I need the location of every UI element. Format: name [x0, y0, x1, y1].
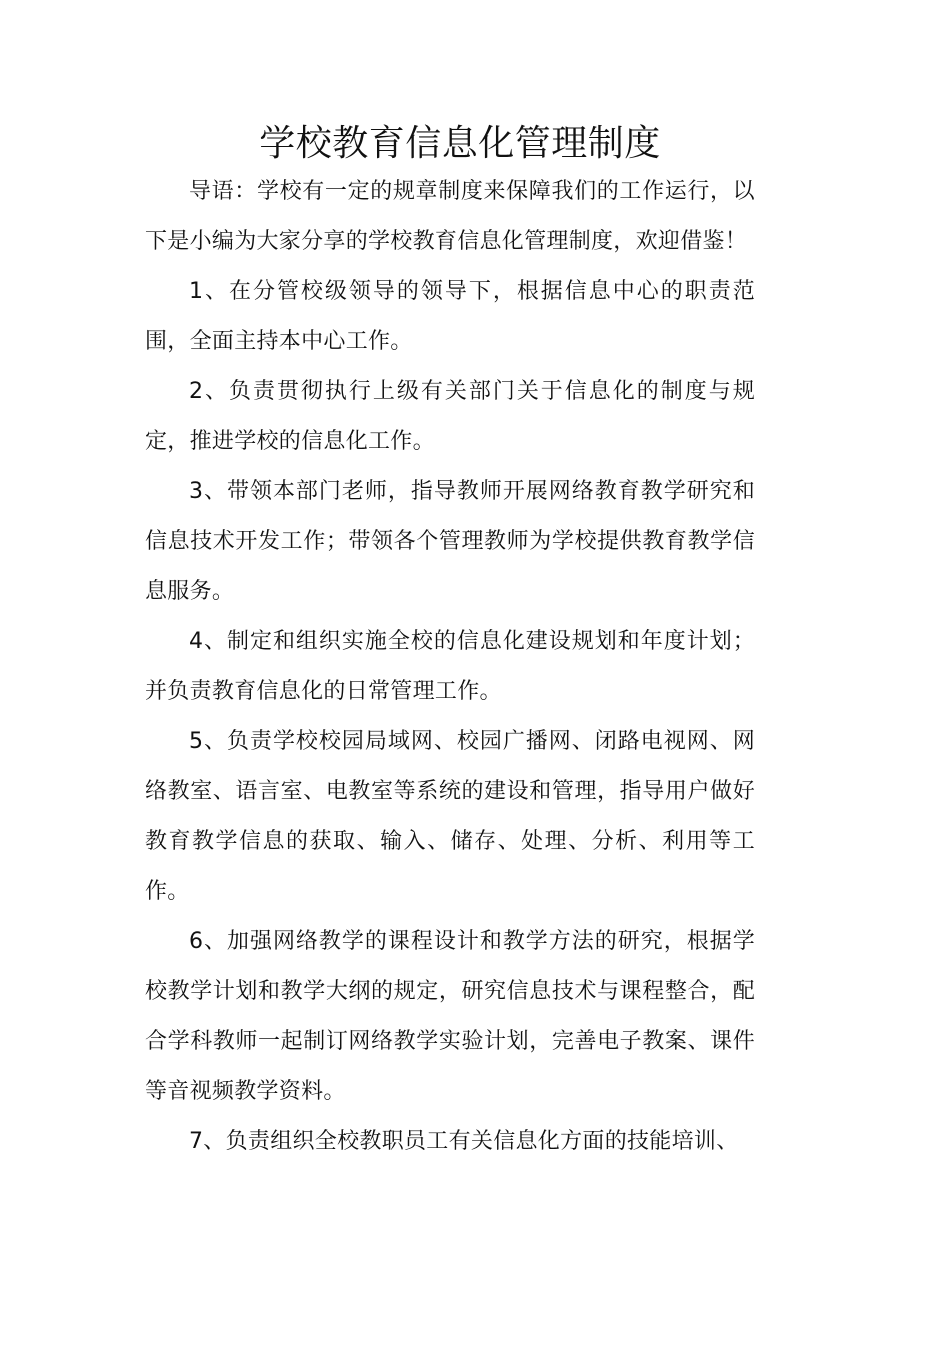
clause-2-paragraph: 2、负责贯彻执行上级有关部门关于信息化的制度与规定，推进学校的信息化工作。 — [145, 379, 755, 454]
clause-4-paragraph: 4、制定和组织实施全校的信息化建设规划和年度计划；并负责教育信息化的日常管理工作。 — [145, 629, 755, 704]
document-body — [145, 167, 755, 1167]
document-title: 学校教育信息化管理制度 — [259, 123, 661, 164]
clause-1-paragraph: 1、在分管校级领导的领导下，根据信息中心的职责范围，全面主持本中心工作。 — [145, 279, 755, 354]
intro-paragraph: 导语：学校有一定的规章制度来保障我们的工作运行，以下是小编为大家分享的学校教育信息化管理制度，欢迎借鉴！ — [145, 179, 755, 254]
clause-7-paragraph: 7、负责组织全校教职员工有关信息化方面的技能培训、 — [189, 1129, 739, 1154]
clause-5-paragraph: 5、负责学校校园局域网、校园广播网、闭路电视网、网络教室、语言室、电教室等系统的建设和管理，指导用户做好教育教学信息的获取、输入、储存、处理、分析、利用等工作。 — [145, 729, 755, 904]
clause-3-paragraph: 3、带领本部门老师，指导教师开展网络教育教学研究和信息技术开发工作；带领各个管理教师为学校提供教育教学信息服务。 — [145, 479, 755, 604]
clause-6-paragraph: 6、加强网络教学的课程设计和教学方法的研究，根据学校教学计划和教学大纲的规定，研究信息技术与课程整合，配合学科教师一起制订网络教学实验计划，完善电子教案、课件等音视频教学资料。 — [145, 929, 755, 1104]
